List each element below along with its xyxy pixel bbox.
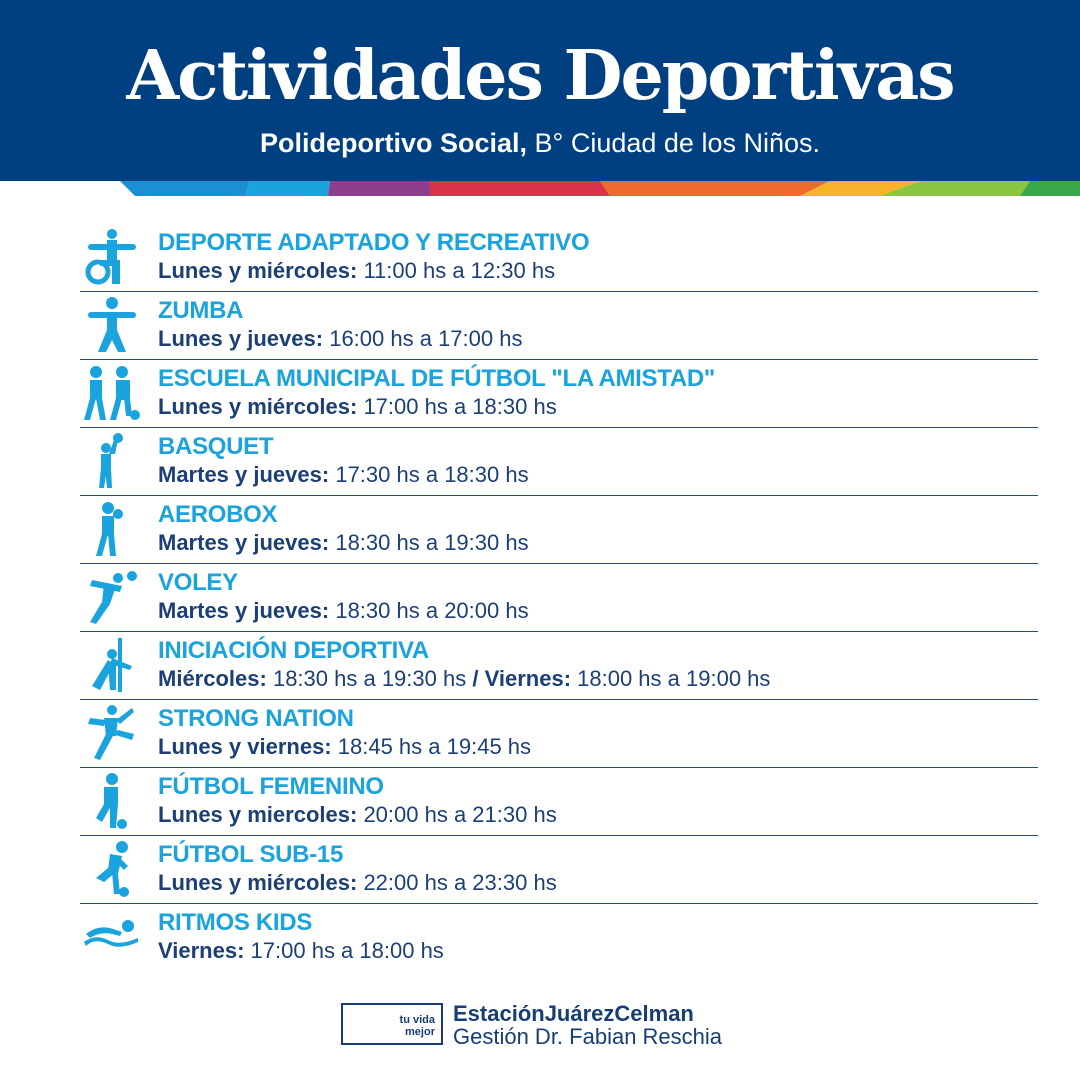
activity-schedule bbox=[158, 869, 557, 897]
zumba-icon bbox=[82, 296, 142, 354]
activity-row bbox=[80, 700, 1038, 768]
footer bbox=[341, 1003, 761, 1049]
activity-time: 11:00 hs a 12:30 hs bbox=[363, 258, 556, 283]
boxer-icon bbox=[82, 500, 142, 558]
activity-days: Martes y jueves: bbox=[158, 598, 330, 623]
activity-days: Lunes y jueves: bbox=[158, 326, 324, 351]
activity-schedule bbox=[158, 665, 770, 693]
activity-list bbox=[80, 224, 1038, 972]
activity-days: Miércoles: bbox=[158, 666, 267, 691]
color-stripe bbox=[0, 181, 1080, 196]
page-subtitle bbox=[0, 126, 1080, 160]
activity-schedule bbox=[158, 529, 529, 557]
activity-time: 18:45 hs a 19:45 hs bbox=[337, 734, 532, 759]
activity-row bbox=[80, 496, 1038, 564]
activity-schedule bbox=[158, 937, 444, 965]
activity-time: 16:00 hs a 17:00 hs bbox=[329, 326, 523, 351]
activity-row bbox=[80, 360, 1038, 428]
logo-line-1: tu vida bbox=[399, 1014, 435, 1026]
swimmer-icon bbox=[82, 908, 142, 966]
schedule-separator: / bbox=[472, 666, 479, 691]
activity-days: Lunes y miércoles: bbox=[158, 394, 358, 419]
activity-time-2: 18:00 hs a 19:00 hs bbox=[577, 666, 771, 691]
kicking-icon bbox=[82, 704, 142, 762]
activity-name: ZUMBA bbox=[158, 297, 244, 324]
activity-name: FÚTBOL FEMENINO bbox=[158, 773, 384, 800]
activity-schedule bbox=[158, 257, 555, 285]
activity-days: Martes y jueves: bbox=[158, 530, 330, 555]
activity-name: ESCUELA MUNICIPAL DE FÚTBOL "LA AMISTAD" bbox=[158, 365, 715, 392]
activity-row bbox=[80, 836, 1038, 904]
activity-name: FÚTBOL SUB-15 bbox=[158, 841, 344, 868]
football-kick-icon bbox=[82, 840, 142, 898]
activity-days: Lunes y viernes: bbox=[158, 734, 332, 759]
organization-subtitle: Gestión Dr. Fabian Reschia bbox=[453, 1024, 723, 1049]
activity-days: Viernes: bbox=[158, 938, 245, 963]
activity-time: 22:00 hs a 23:30 hs bbox=[363, 870, 557, 895]
adapted-sport-icon bbox=[82, 228, 142, 286]
football-school-icon bbox=[82, 364, 142, 422]
venue-location: B° Ciudad de los Niños. bbox=[534, 128, 820, 158]
activity-row bbox=[80, 904, 1038, 972]
activity-time: 18:30 hs a 20:00 hs bbox=[335, 598, 529, 623]
activity-row bbox=[80, 224, 1038, 292]
activity-schedule bbox=[158, 801, 557, 829]
logo-line-2: mejor bbox=[405, 1026, 435, 1038]
activity-time: 18:30 hs a 19:30 hs bbox=[335, 530, 529, 555]
activity-schedule bbox=[158, 393, 557, 421]
venue-name: Polideportivo Social, bbox=[259, 128, 528, 158]
activity-schedule bbox=[158, 733, 531, 761]
organization-name: EstaciónJuárezCelman bbox=[453, 1001, 694, 1026]
activity-time: 18:30 hs a 19:30 hs bbox=[272, 666, 467, 691]
activity-name: VOLEY bbox=[158, 569, 238, 596]
tu-vida-mejor-logo bbox=[341, 1003, 443, 1045]
activity-time: 17:30 hs a 18:30 hs bbox=[335, 462, 529, 487]
activity-name: RITMOS KIDS bbox=[158, 909, 313, 936]
activity-days: Martes y jueves: bbox=[158, 462, 330, 487]
activity-name: DEPORTE ADAPTADO Y RECREATIVO bbox=[158, 229, 590, 256]
stretching-icon bbox=[82, 636, 142, 694]
page-title: Actividades Deportivas bbox=[126, 36, 954, 116]
activity-days-2: Viernes: bbox=[484, 666, 572, 691]
activity-name: STRONG NATION bbox=[158, 705, 354, 732]
activity-row bbox=[80, 292, 1038, 360]
header-banner bbox=[0, 0, 1080, 196]
activity-name: BASQUET bbox=[158, 433, 274, 460]
activity-days: Lunes y miércoles: bbox=[158, 258, 358, 283]
activity-row bbox=[80, 564, 1038, 632]
activity-name: AEROBOX bbox=[158, 501, 278, 528]
activity-time: 17:00 hs a 18:00 hs bbox=[250, 938, 444, 963]
activity-schedule bbox=[158, 597, 529, 625]
activity-schedule bbox=[158, 461, 529, 489]
activity-days: Lunes y miércoles: bbox=[158, 870, 358, 895]
activity-schedule bbox=[158, 325, 522, 353]
basketball-player-icon bbox=[82, 432, 142, 490]
activity-time: 17:00 hs a 18:30 hs bbox=[363, 394, 557, 419]
volleyball-player-icon bbox=[82, 568, 142, 626]
activity-row bbox=[80, 768, 1038, 836]
activity-time: 20:00 hs a 21:30 hs bbox=[363, 802, 557, 827]
activity-name: INICIACIÓN DEPORTIVA bbox=[158, 637, 429, 664]
activity-row bbox=[80, 632, 1038, 700]
activity-row bbox=[80, 428, 1038, 496]
activity-days: Lunes y miercoles: bbox=[158, 802, 358, 827]
football-player-icon bbox=[82, 772, 142, 830]
